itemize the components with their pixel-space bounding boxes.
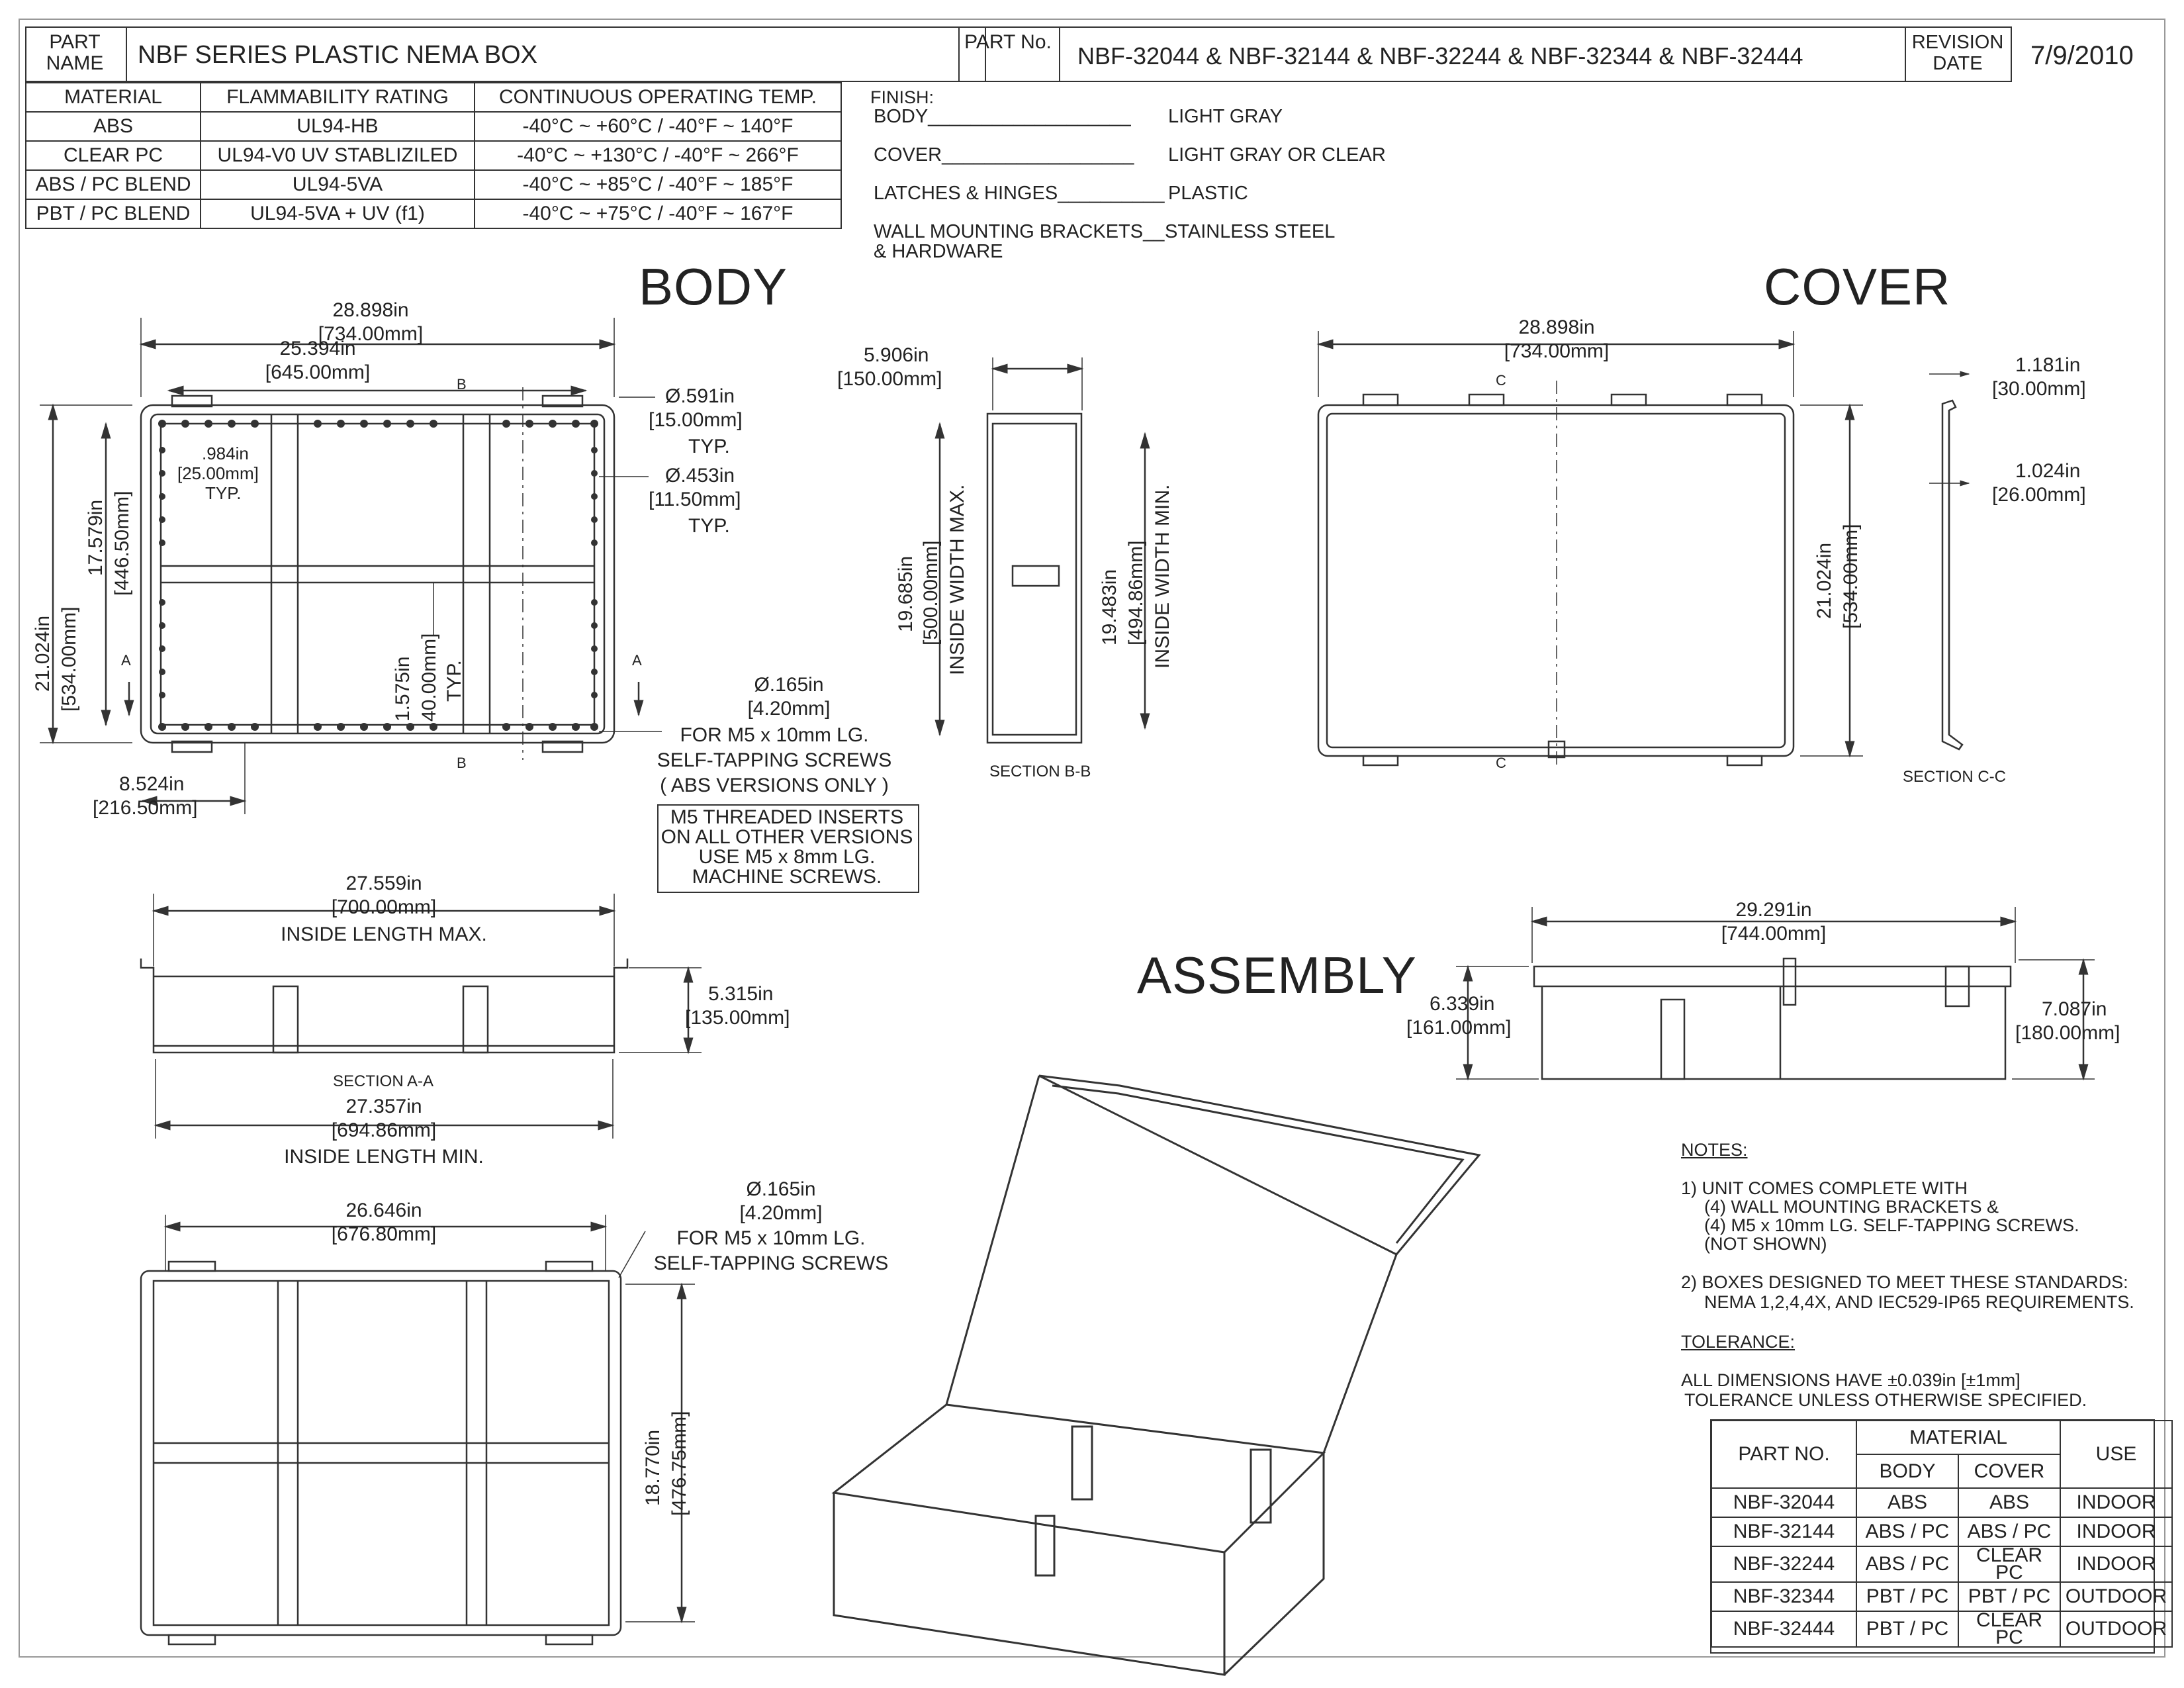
section-b-marker: B <box>457 755 467 771</box>
section-aa-label: SECTION A-A <box>333 1072 434 1090</box>
table-row: ABS UL94-HB -40°C ~ +60°C / -40°F ~ 140°F <box>26 112 841 141</box>
table-row: PBT / PC BLEND UL94-5VA + UV (f1) -40°C ~ +75°C / -40°F ~ 167°F <box>26 199 841 228</box>
section-a-marker: A <box>632 652 642 669</box>
dim-body-width-mm: [734.00mm] <box>318 323 424 345</box>
cover-title: COVER <box>1764 258 1951 316</box>
dim-hole-165-b: Ø.165in <box>746 1178 816 1200</box>
inserts-note: M5 THREADED INSERTS <box>670 806 904 828</box>
inside-width-max: INSIDE WIDTH MAX. <box>946 484 968 675</box>
section-bb-label: SECTION B-B <box>989 763 1091 780</box>
revision-date: 7/9/2010 <box>2030 41 2134 70</box>
inserts-note: ON ALL OTHER VERSIONS <box>660 826 913 848</box>
dim-7087-mm: [180.00mm] <box>2015 1022 2120 1044</box>
inserts-note: MACHINE SCREWS. <box>692 866 882 888</box>
screw-note: ( ABS VERSIONS ONLY ) <box>660 774 889 796</box>
dim-29291-mm: [744.00mm] <box>1721 923 1827 945</box>
dim-cover-height-mm: [534.00mm] <box>1840 524 1862 629</box>
dim-5315-mm: [135.00mm] <box>685 1007 790 1029</box>
dim-rib-mm: 40.00mm] <box>418 633 440 722</box>
part-name-label: PART NAME <box>46 31 104 74</box>
inserts-note: USE M5 x 8mm LG. <box>698 846 876 868</box>
dim-cover-width-mm: [734.00mm] <box>1504 340 1610 362</box>
dim-hole-165-mm: [4.20mm] <box>747 698 831 720</box>
dim-18770-mm: [476.75mm] <box>668 1411 690 1516</box>
dim-27559: 27.559in <box>345 872 422 894</box>
screw-note: SELF-TAPPING SCREWS <box>657 749 892 771</box>
section-c-marker: C <box>1496 755 1506 771</box>
dim-7087: 7.087in <box>2042 998 2107 1020</box>
dim-cover-height: 21.024in <box>1813 542 1835 619</box>
dim-5906: 5.906in <box>864 344 929 366</box>
section-cc-label: SECTION C-C <box>1903 768 2006 786</box>
dim-hole-591-mm: [15.00mm] <box>649 409 743 431</box>
dim-h17-mm: [446.50mm] <box>111 491 133 596</box>
typ-label: TYP. <box>205 483 242 503</box>
dim-rib: 1.575in <box>392 656 414 722</box>
dim-18770: 18.770in <box>642 1429 664 1506</box>
table-row: MATERIAL FLAMMABILITY RATING CONTINUOUS OPERATING TEMP. <box>26 83 841 112</box>
table-row: ABS / PC BLEND UL94-5VA -40°C ~ +85°C / -40°F ~ 185°F <box>26 170 841 199</box>
dim-pitch: .984in <box>202 444 249 463</box>
typ-label: TYP. <box>443 660 465 702</box>
table-row: NBF-32144 ABS / PC ABS / PC INDOOR <box>1711 1517 2172 1546</box>
table-row: NBF-32444 PBT / PC CLEAR PC OUTDOOR <box>1711 1611 2172 1647</box>
revision-label: REVISION DATE <box>1911 32 2004 74</box>
part-name: NBF SERIES PLASTIC NEMA BOX <box>138 41 537 69</box>
section-a-marker: A <box>121 652 131 669</box>
dim-27559-mm: [700.00mm] <box>331 896 437 918</box>
table-row: BODY COVER <box>1711 1454 2172 1488</box>
dim-26646: 26.646in <box>345 1199 422 1221</box>
dim-hole-591: Ø.591in <box>665 385 735 407</box>
dim-1024-mm: [26.00mm] <box>1992 484 2086 506</box>
dim-5315: 5.315in <box>708 983 774 1005</box>
table-row: NBF-32344 PBT / PC PBT / PC OUTDOOR <box>1711 1582 2172 1611</box>
assembly-title: ASSEMBLY <box>1137 946 1417 1004</box>
dim-19685-mm: [500.00mm] <box>920 540 942 645</box>
dim-1024: 1.024in <box>2015 460 2081 482</box>
dim-hole-453-mm: [11.50mm] <box>649 489 741 510</box>
table-row: PART NO. MATERIAL USE <box>1711 1421 2172 1454</box>
section-c-marker: C <box>1496 372 1506 389</box>
part-no: NBF-32044 & NBF-32144 & NBF-32244 & NBF-32344 & NBF-32444 <box>1077 42 1803 70</box>
dim-1181-mm: [30.00mm] <box>1992 378 2086 400</box>
section-b-marker: B <box>457 376 467 393</box>
dim-19483-mm: [494.86mm] <box>1125 540 1147 645</box>
dim-1181: 1.181in <box>2015 354 2081 376</box>
dim-x8-mm: [216.50mm] <box>93 797 198 819</box>
body-title: BODY <box>639 258 788 316</box>
typ-label: TYP. <box>688 436 730 457</box>
dim-19685: 19.685in <box>895 555 917 632</box>
dim-body-width: 28.898in <box>332 299 409 321</box>
dim-h21-mm: [534.00mm] <box>58 606 80 712</box>
dim-body-width2-mm: [645.00mm] <box>265 361 371 383</box>
dim-hole-165: Ø.165in <box>754 674 824 696</box>
typ-label: TYP. <box>688 515 730 537</box>
dim-27357-mm: [694.86mm] <box>331 1119 437 1141</box>
dim-x8: 8.524in <box>119 773 185 795</box>
inside-length-min: INSIDE LENGTH MIN. <box>284 1146 484 1168</box>
dim-hole-453: Ø.453in <box>665 465 735 487</box>
dim-hole-165-b-mm: [4.20mm] <box>739 1202 823 1224</box>
table-row: NBF-32044 ABS ABS INDOOR <box>1711 1488 2172 1517</box>
table-row: NBF-32244 ABS / PC CLEAR PC INDOOR <box>1711 1546 2172 1582</box>
dim-26646-mm: [676.80mm] <box>331 1223 437 1245</box>
dim-pitch-mm: [25.00mm] <box>177 463 259 483</box>
dim-6339-mm: [161.00mm] <box>1406 1017 1512 1039</box>
dim-cover-width: 28.898in <box>1518 316 1595 338</box>
screw-note: FOR M5 x 10mm LG. <box>680 724 869 746</box>
parts-table <box>1711 1420 2173 1648</box>
screw-note: FOR M5 x 10mm LG. <box>676 1227 866 1249</box>
inside-length-max: INSIDE LENGTH MAX. <box>281 923 487 945</box>
screw-note: SELF-TAPPING SCREWS <box>653 1252 889 1274</box>
dim-27357: 27.357in <box>345 1096 422 1117</box>
dim-19483: 19.483in <box>1099 569 1120 645</box>
dim-h17: 17.579in <box>85 499 107 576</box>
table-row: CLEAR PC UL94-V0 UV STABLIZILED -40°C ~ +130°C / -40°F ~ 266°F <box>26 141 841 170</box>
dim-5906-mm: [150.00mm] <box>837 368 942 390</box>
dim-body-width2: 25.394in <box>279 338 356 359</box>
inside-width-min: INSIDE WIDTH MIN. <box>1152 484 1173 669</box>
part-no-label: PART No. <box>964 31 1052 53</box>
dim-29291: 29.291in <box>1735 899 1812 921</box>
dim-h21: 21.024in <box>32 615 54 692</box>
dim-6339: 6.339in <box>1430 993 1495 1015</box>
